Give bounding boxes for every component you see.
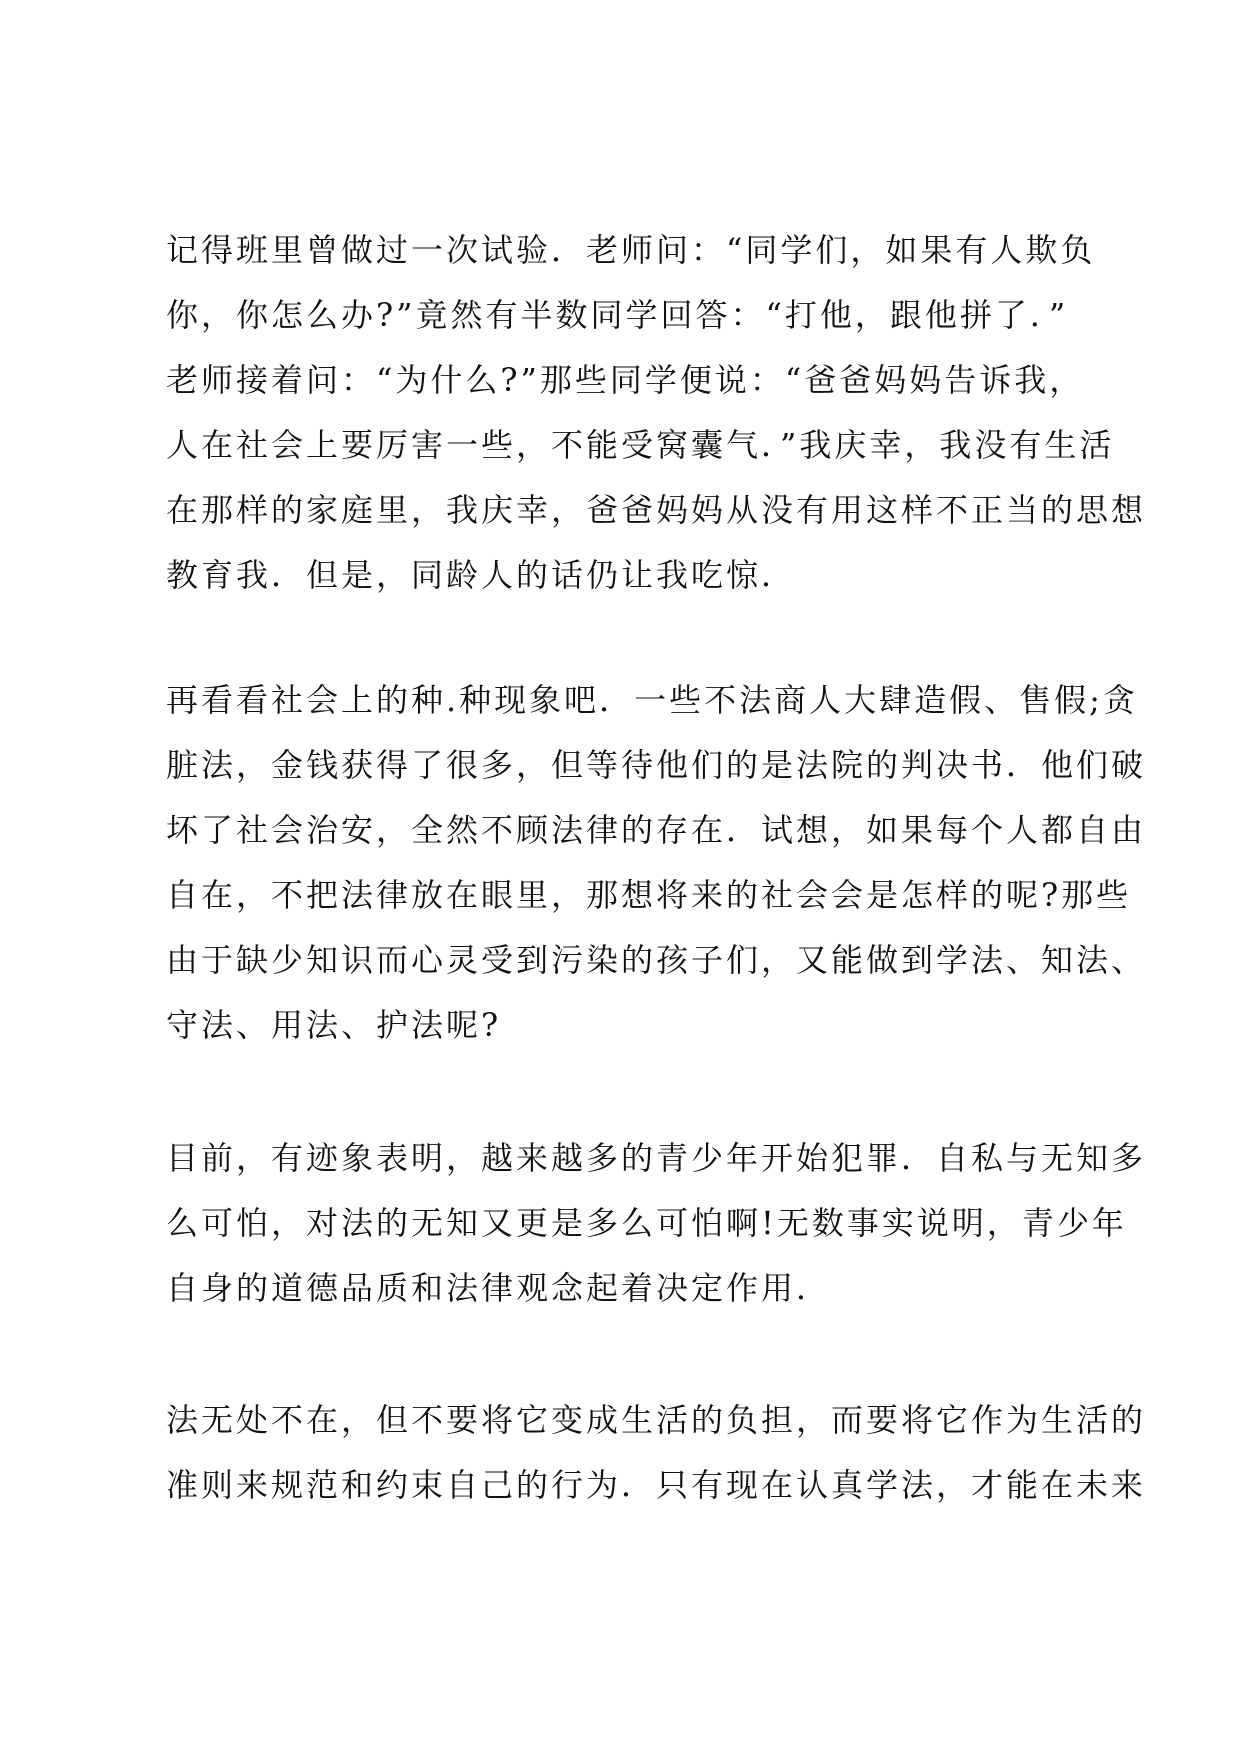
text-line: 自身的道德品质和法律观念起着决定作用． [166,1269,832,1307]
text-line: 教育我．但是，同龄人的话仍让我吃惊． [166,556,797,594]
paragraph-class-experiment [166,218,1147,608]
text-line: 法无处不在，但不要将它变成生活的负担，而要将它作为生活的 [166,1401,1147,1439]
text-line: 目前，有迹象表明，越来越多的青少年开始犯罪．自私与无知多 [166,1139,1147,1177]
text-line: 人在社会上要厉害一些，不能受窝囊气．”我庆幸，我没有生活 [166,426,1115,464]
text-line: 记得班里曾做过一次试验．老师问：“同学们，如果有人欺负 [166,231,1096,269]
paragraph-social-phenomena [166,668,1147,1058]
text-line: 自在，不把法律放在眼里，那想将来的社会会是怎样的呢?那些 [166,876,1132,914]
text-line: 在那样的家庭里，我庆幸，爸爸妈妈从没有用这样不正当的思想 [166,491,1147,529]
text-line: 脏法，金钱获得了很多，但等待他们的是法院的判决书．他们破 [166,746,1147,784]
text-line: 守法、用法、护法呢? [166,1006,502,1044]
paragraph-youth-crime [166,1126,1147,1321]
text-line: 么可怕，对法的无知又更是多么可怕啊!无数事实说明，青少年 [166,1204,1127,1242]
text-line: 再看看社会上的种.种现象吧．一些不法商人大肆造假、售假;贪 [166,681,1138,719]
text-line: 你，你怎么办?”竟然有半数同学回答：“打他，跟他拼了．” [166,296,1069,334]
text-line: 准则来规范和约束自己的行为．只有现在认真学法，才能在未来 [166,1466,1147,1504]
text-line: 由于缺少知识而心灵受到污染的孩子们，又能做到学法、知法、 [166,941,1147,979]
text-line: 老师接着问：“为什么?”那些同学便说：“爸爸妈妈告诉我， [166,361,1085,399]
text-line: 坏了社会治安，全然不顾法律的存在．试想，如果每个人都自由 [166,811,1147,849]
paragraph-law-everywhere [166,1388,1147,1518]
